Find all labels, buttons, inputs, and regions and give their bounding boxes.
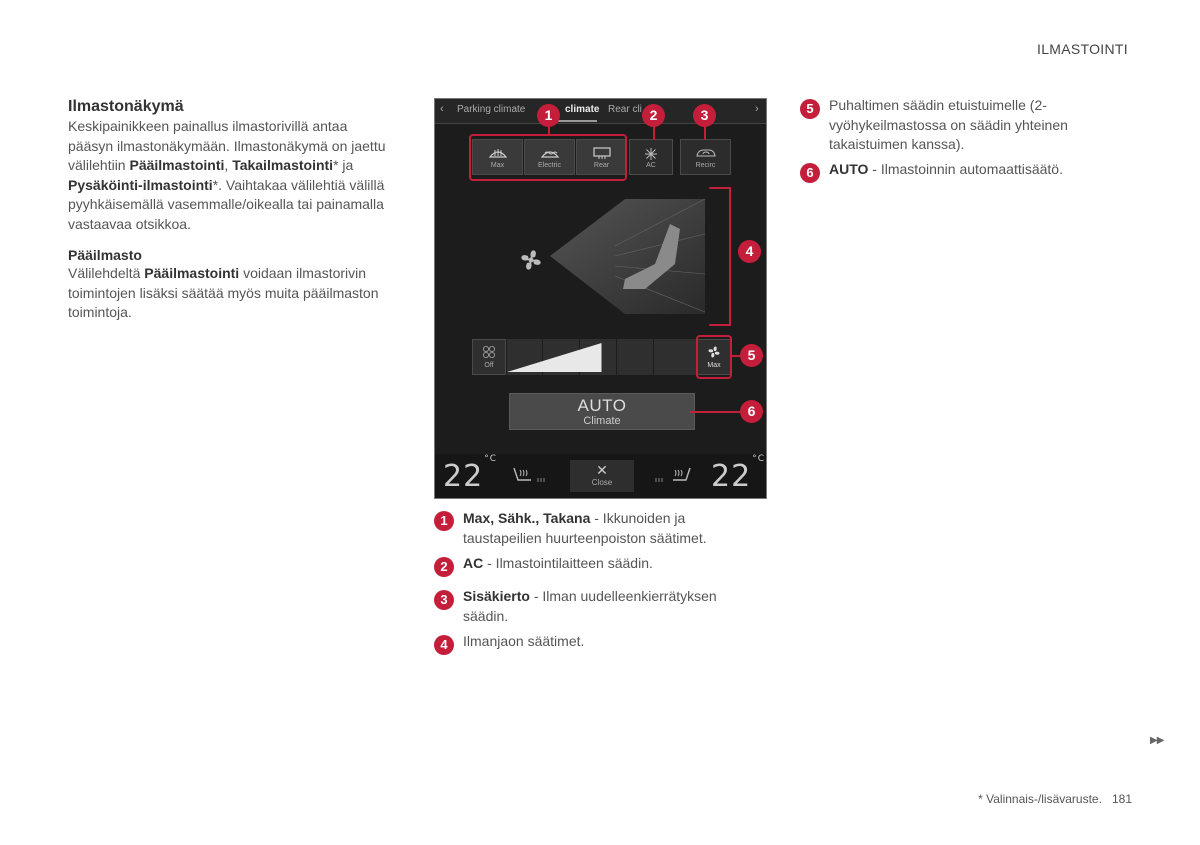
bracket-4 bbox=[700, 185, 740, 330]
ac-label: AC bbox=[646, 162, 656, 169]
intro-text-1: Keskipainikkeen painallus ilmastorivillä antaa pääsyn ilmastonäkymään. Ilmastonäkymä on jaettu välilehtiin bbox=[68, 118, 386, 173]
fan-icon bbox=[521, 250, 540, 269]
chevron-left-icon[interactable]: ‹ bbox=[440, 103, 444, 115]
legend-badge-3: 3 bbox=[434, 590, 454, 610]
recirc-label: Recirc bbox=[695, 162, 716, 169]
fan-speed-slider[interactable] bbox=[507, 339, 696, 375]
auto-sublabel: Climate bbox=[583, 415, 621, 427]
fan-level-fill bbox=[507, 339, 696, 375]
auto-climate-button[interactable] bbox=[509, 393, 695, 430]
max-label: Max bbox=[490, 162, 505, 169]
ac-button[interactable] bbox=[629, 139, 673, 175]
callout-line-5 bbox=[732, 355, 740, 357]
heated-seat-left-icon[interactable] bbox=[511, 466, 551, 486]
highlight-defrost-group bbox=[469, 134, 627, 181]
fan-off-button[interactable] bbox=[472, 339, 506, 375]
page-footer bbox=[978, 792, 1132, 806]
tab-name-main: Pääilmastointi bbox=[129, 157, 225, 173]
legend-text-5: Puhaltimen säädin etuistuimelle (2-vyöhykeilmastossa on säädin yhteinen takaistuimen kanssa). bbox=[829, 97, 1068, 152]
legend-text-2: - Ilmastointilaitteen säädin. bbox=[483, 555, 653, 571]
auto-label: AUTO bbox=[577, 396, 627, 415]
fan-max-label: Max bbox=[707, 362, 721, 369]
legend-text-4: Ilmanjaon säätimet. bbox=[463, 633, 585, 649]
left-column bbox=[68, 97, 394, 323]
callout-4: 4 bbox=[738, 240, 761, 263]
legend-item-3 bbox=[463, 587, 763, 626]
temp-left-unit: °C bbox=[484, 454, 497, 464]
legend-item-5 bbox=[829, 96, 1139, 155]
callout-line-1 bbox=[548, 126, 550, 135]
chevron-right-icon[interactable]: › bbox=[755, 103, 759, 115]
legend-text-3: - Ilman uudelleenkierrätyksen säädin. bbox=[463, 588, 717, 624]
recirculation-icon bbox=[695, 147, 717, 159]
callout-1: 1 bbox=[537, 104, 560, 127]
comma: , bbox=[224, 157, 229, 173]
electric-label: Electric bbox=[538, 162, 561, 169]
close-button[interactable] bbox=[570, 460, 634, 492]
legend-badge-1: 1 bbox=[434, 511, 454, 531]
intro-text-2: *. Vaihtakaa välilehtiä välillä pyyhkäisemällä vasemmalle/oikealla tai painamalla vastaavaa otsikkoa. bbox=[68, 176, 385, 232]
double-arrow-right-icon: ▶▶ bbox=[1150, 735, 1164, 746]
heated-seat-right-icon[interactable] bbox=[653, 466, 693, 486]
climate-bottom-bar bbox=[435, 454, 766, 498]
tab-parking-climate[interactable]: Parking climate bbox=[457, 104, 526, 115]
rear-label: Rear bbox=[593, 162, 610, 169]
legend-badge-5: 5 bbox=[800, 99, 820, 119]
close-label: Close bbox=[591, 478, 613, 487]
page-number: 181 bbox=[1111, 792, 1132, 806]
air-distribution-graphic[interactable] bbox=[505, 194, 710, 319]
fan-off-icon bbox=[482, 345, 496, 359]
legend-bold-6: AUTO bbox=[829, 161, 869, 177]
tab-name-rear: Takailmastointi bbox=[232, 157, 334, 173]
temp-left-value: 22 bbox=[443, 459, 484, 494]
legend-badge-4: 4 bbox=[434, 635, 454, 655]
legend-bold-1: Max, Sähk., Takana bbox=[463, 510, 591, 526]
body-text-1: Välilehdeltä bbox=[68, 265, 145, 281]
legend-badge-2: 2 bbox=[434, 557, 454, 577]
callout-line-6 bbox=[690, 411, 740, 413]
callout-6: 6 bbox=[740, 400, 763, 423]
legend-bold-3: Sisäkierto bbox=[463, 588, 530, 604]
highlight-fan-max bbox=[696, 335, 732, 379]
tab-bar bbox=[435, 99, 766, 124]
body-text-2: voidaan ilmastorivin toimintojen lisäksi säätää myös muita pääilmaston toimintoja. bbox=[68, 265, 379, 320]
body-bold: Pääilmastointi bbox=[144, 265, 240, 281]
intro-paragraph bbox=[68, 117, 394, 234]
tab-main-climate[interactable]: climate bbox=[565, 104, 600, 115]
temp-right[interactable] bbox=[711, 454, 765, 494]
footnote-text: * Valinnais-/lisävaruste. bbox=[978, 792, 1102, 806]
airflow-cone bbox=[550, 199, 705, 314]
callout-line-2 bbox=[653, 126, 655, 140]
callout-2: 2 bbox=[642, 104, 665, 127]
page-title: Ilmastonäkymä bbox=[68, 98, 184, 115]
legend-item-6 bbox=[829, 160, 1139, 180]
legend-item-2 bbox=[463, 554, 763, 574]
legend-text-6: - Ilmastoinnin automaattisäätö. bbox=[868, 161, 1063, 177]
section-header: ILMASTOINTI bbox=[1037, 41, 1128, 57]
temp-right-unit: °C bbox=[752, 454, 765, 464]
callout-line-3 bbox=[704, 126, 706, 140]
legend-badge-6: 6 bbox=[800, 163, 820, 183]
fan-off-label: Off bbox=[484, 362, 494, 369]
body-paragraph bbox=[68, 264, 394, 323]
legend-item-4 bbox=[463, 632, 763, 652]
close-icon: ✕ bbox=[596, 462, 608, 478]
legend-text-1: - Ikkunoiden ja taustapeilien huurteenpoiston säätimet. bbox=[463, 510, 707, 546]
subtitle: Pääilmasto bbox=[68, 247, 142, 263]
tab-rear-climate[interactable]: Rear cli bbox=[608, 104, 642, 115]
callout-3: 3 bbox=[693, 104, 716, 127]
star-ja: * ja bbox=[333, 157, 354, 173]
callout-5: 5 bbox=[740, 344, 763, 367]
recirc-button[interactable] bbox=[680, 139, 731, 175]
snowflake-icon bbox=[644, 147, 658, 161]
temp-left[interactable] bbox=[443, 454, 497, 494]
tab-name-parking: Pysäköinti-ilmastointi bbox=[68, 176, 213, 193]
legend-item-1 bbox=[463, 509, 763, 548]
temp-right-value: 22 bbox=[711, 459, 752, 494]
legend-bold-2: AC bbox=[463, 555, 484, 571]
